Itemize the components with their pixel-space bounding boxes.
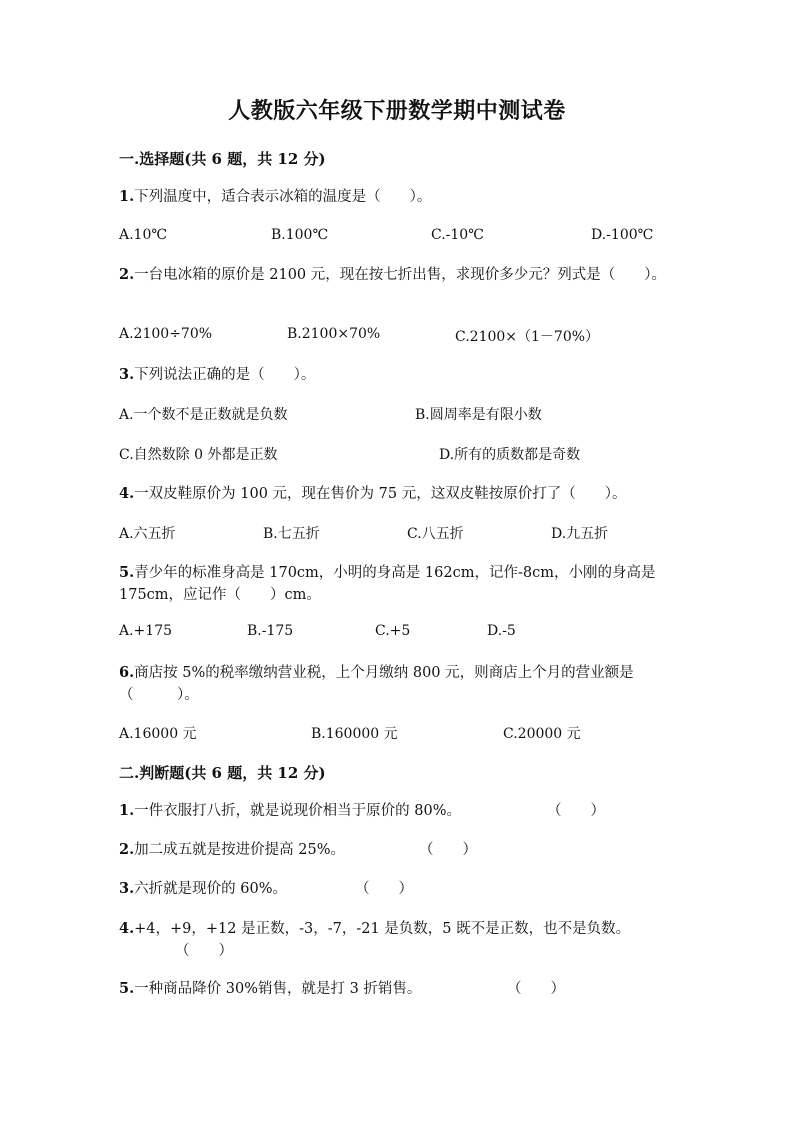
option-a: A.六五折 xyxy=(119,526,176,542)
question-number: 2. xyxy=(119,841,135,858)
option-a: A.2100÷70% xyxy=(119,326,213,342)
question-6 xyxy=(119,662,679,706)
option-c: C.-10℃ xyxy=(431,227,484,243)
question-text: 加二成五就是按进价提高 25%。 xyxy=(134,842,345,858)
option-c: C.自然数除 0 外都是正数 xyxy=(119,447,278,463)
option-c: C.+5 xyxy=(375,623,411,639)
option-c: C.20000 元 xyxy=(503,726,581,742)
option-c: C.2100×（1－70%） xyxy=(455,329,600,345)
answer-blank[interactable]: （ ） xyxy=(547,803,605,819)
option-b: B.160000 元 xyxy=(311,726,398,742)
question-number: 5. xyxy=(119,980,135,997)
question-number: 4. xyxy=(119,485,135,502)
option-b: B.100℃ xyxy=(271,227,329,243)
option-d: D.-5 xyxy=(487,623,516,639)
option-b: B.-175 xyxy=(247,623,294,639)
option-b: B.2100×70% xyxy=(287,326,381,342)
judgement-4 xyxy=(119,918,679,940)
answer-blank[interactable]: （ ） xyxy=(175,943,233,959)
option-a: A.+175 xyxy=(119,623,173,639)
section-heading-choice: 一.选择题(共 6 题，共 12 分) xyxy=(119,150,326,168)
question-number: 2. xyxy=(119,266,135,283)
question-number: 6. xyxy=(119,664,135,681)
question-number: 4. xyxy=(119,920,135,937)
option-b: B.圆周率是有限小数 xyxy=(415,407,542,423)
question-text: 一台电冰箱的原价是 2100 元，现在按七折出售，求现价多少元？列式是（ ）。 xyxy=(134,267,667,283)
option-a: A.10℃ xyxy=(119,227,168,243)
page-title: 人教版六年级下册数学期中测试卷 xyxy=(228,98,566,124)
option-d: D.九五折 xyxy=(551,526,609,542)
option-d: D.-100℃ xyxy=(591,227,654,243)
option-b: B.七五折 xyxy=(263,526,320,542)
question-number: 1. xyxy=(119,802,135,819)
question-text: 下列说法正确的是（ ）。 xyxy=(134,367,316,383)
question-text: 六折就是现价的 60%。 xyxy=(134,881,287,897)
answer-blank[interactable]: （ ） xyxy=(419,842,477,858)
answer-blank[interactable]: （ ） xyxy=(355,881,413,897)
question-5 xyxy=(119,562,679,606)
question-text: 青少年的标准身高是 170cm，小明的身高是 162cm，记作-8cm，小刚的身高是 175cm，应记作（ ）cm。 xyxy=(119,565,656,603)
section-heading-judgement: 二.判断题(共 6 题，共 12 分) xyxy=(119,764,326,782)
question-number: 3. xyxy=(119,366,135,383)
question-text: 一种商品降价 30%销售，就是打 3 折销售。 xyxy=(134,981,422,997)
judgement-2 xyxy=(119,839,679,861)
question-2 xyxy=(119,264,679,286)
question-text: +4，+9，+12 是正数，-3，-7，-21 是负数，5 既不是正数，也不是负数。 xyxy=(134,921,631,937)
question-1 xyxy=(119,186,679,208)
question-text: 一件衣服打八折，就是说现价相当于原价的 80%。 xyxy=(134,803,461,819)
question-number: 1. xyxy=(119,188,135,205)
option-a: A.一个数不是正数就是负数 xyxy=(119,407,288,423)
option-a: A.16000 元 xyxy=(119,726,197,742)
judgement-5 xyxy=(119,978,679,1000)
question-text: 下列温度中，适合表示冰箱的温度是（ ）。 xyxy=(134,189,432,205)
question-text: 一双皮鞋原价为 100 元，现在售价为 75 元，这双皮鞋按原价打了（ ）。 xyxy=(134,486,627,502)
option-c: C.八五折 xyxy=(407,526,464,542)
question-text: 商店按 5%的税率缴纳营业税，上个月缴纳 800 元，则商店上个月的营业额是（ ）。 xyxy=(119,665,634,703)
question-3 xyxy=(119,364,679,386)
answer-blank[interactable]: （ ） xyxy=(507,981,565,997)
question-number: 3. xyxy=(119,880,135,897)
question-number: 5. xyxy=(119,564,135,581)
option-d: D.所有的质数都是奇数 xyxy=(439,447,581,463)
question-4 xyxy=(119,483,679,505)
